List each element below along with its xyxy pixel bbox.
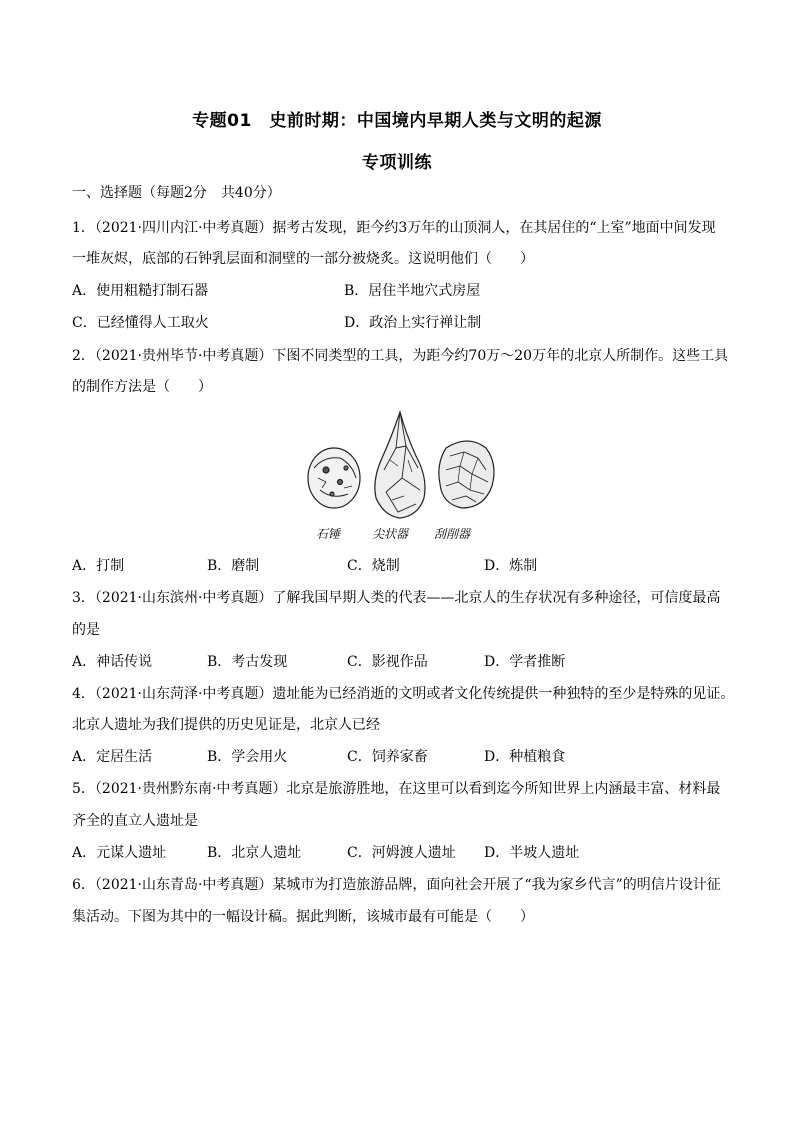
- stone-tools-illustration: [300, 408, 500, 523]
- question-2-line-2: 的制作方法是（ ）: [72, 379, 212, 395]
- question-5-option-c: C．河姆渡人遗址: [347, 845, 456, 861]
- question-3-option-d: D．学者推断: [484, 654, 566, 670]
- question-1-option-c: C．已经懂得人工取火: [72, 315, 209, 331]
- pointed-tool-drawing: [375, 412, 425, 518]
- question-2-option-a: A．打制: [72, 558, 125, 574]
- question-1-option-b: B．居住半地穴式房屋: [344, 283, 481, 299]
- question-5-option-d: D．半坡人遗址: [484, 845, 580, 861]
- question-2-option-b: B．磨制: [207, 558, 260, 574]
- caption-pointed-tool: 尖状器: [372, 527, 409, 541]
- question-4-option-b: B．学会用火: [207, 749, 288, 765]
- question-1-line-1: 1．（2021·四川内江·中考真题）据考古发现，距今约3万年的山顶洞人，在其居住的“上室”地面中间发现: [72, 220, 716, 236]
- question-5-line-2: 齐全的直立人遗址是: [72, 813, 198, 829]
- question-4-option-a: A．定居生活: [72, 749, 153, 765]
- question-4-line-1: 4．（2021·山东菏泽·中考真题）遗址能为已经消逝的文明或者文化传统提供一种独特的至少是特殊的见证。: [72, 686, 735, 702]
- caption-scraper: 刮削器: [434, 527, 471, 541]
- question-5-option-a: A．元谋人遗址: [72, 845, 167, 861]
- section-heading: 一、选择题（每题2分 共40分）: [72, 185, 281, 201]
- question-3-option-a: A．神话传说: [72, 654, 153, 670]
- question-1-line-2: 一堆灰烬，底部的石钟乳层面和洞壁的一部分被烧炙。这说明他们（ ）: [72, 251, 534, 267]
- question-4-option-c: C．饲养家畜: [347, 749, 428, 765]
- question-4-line-2: 北京人遗址为我们提供的历史见证是，北京人已经: [72, 717, 380, 733]
- page-subtitle: 专项训练: [362, 153, 432, 173]
- question-3-line-1: 3．（2021·山东滨州·中考真题）了解我国早期人类的代表——北京人的生存状况有多种途径，可信度最高: [72, 590, 721, 606]
- question-6-line-1: 6．（2021·山东青岛·中考真题）某城市为打造旅游品牌，面向社会开展了“我为家乡代言”的明信片设计征: [72, 877, 721, 893]
- question-6-line-2: 集活动。下图为其中的一幅设计稿。据此判断，该城市最有可能是（ ）: [72, 909, 534, 925]
- question-2-line-1: 2．（2021·贵州毕节·中考真题）下图不同类型的工具，为距今约70万～20万年的北京人所制作。这些工具: [72, 348, 729, 364]
- question-5-line-1: 5．（2021·贵州黔东南·中考真题）北京是旅游胜地，在这里可以看到迄今所知世界上内涵最丰富、材料最: [72, 781, 721, 797]
- scraper-drawing: [439, 441, 494, 508]
- question-4-option-d: D．种植粮食: [484, 749, 566, 765]
- question-1-option-d: D．政治上实行禅让制: [344, 315, 482, 331]
- question-2-option-d: D．炼制: [484, 558, 538, 574]
- question-5-option-b: B．北京人遗址: [207, 845, 302, 861]
- question-3-line-2: 的是: [72, 622, 100, 638]
- page-title: 专题01 史前时期：中国境内早期人类与文明的起源: [192, 111, 602, 131]
- question-3-option-c: C．影视作品: [347, 654, 428, 670]
- question-1-option-a: A．使用粗糙打制石器: [72, 283, 209, 299]
- caption-stone-hammer: 石锤: [316, 527, 341, 541]
- stone-hammer-drawing: [308, 448, 360, 508]
- stone-tools-figure: [300, 408, 500, 543]
- question-3-option-b: B．考古发现: [207, 654, 288, 670]
- question-2-option-c: C．烧制: [347, 558, 400, 574]
